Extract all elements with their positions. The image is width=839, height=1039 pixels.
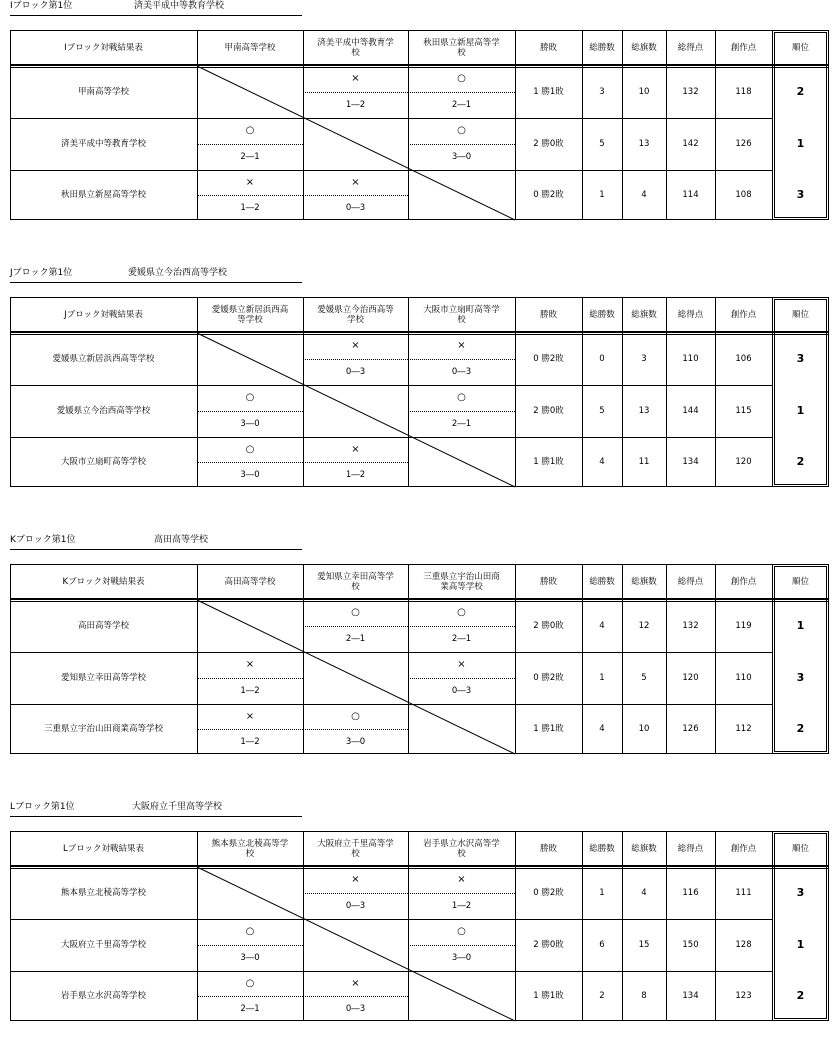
team-name: 熊本県立北稜高等学校 [60,888,146,898]
stat-wl: 1 勝1敗 [533,991,564,1001]
rank-value: 2 [796,455,805,468]
grid-line-v [582,831,583,1021]
stat-creation: 120 [735,457,752,467]
stat-wins: 4 [599,724,605,734]
stat-wins: 4 [599,457,605,467]
rank-value: 2 [796,722,805,735]
column-header-flags: 総旗数 [631,577,657,587]
stat-flags: 4 [641,888,647,898]
stat-flags: 11 [638,457,650,467]
block-rank-label: Kブロック第1位 [10,535,76,545]
win-mark: ○ [457,73,466,84]
win-mark: ○ [245,125,255,136]
results-table [10,831,829,1021]
team-name: 三重県立宇治山田商業高等学校 [43,724,163,734]
team-name: 大阪市立扇町高等学校 [60,457,146,467]
match-score: 3―0 [240,469,260,480]
stat-wl: 2 勝0敗 [533,139,564,149]
match-score: 0―3 [345,367,366,377]
rank-column-frame [772,297,829,487]
stat-flags: 8 [641,991,647,1001]
stat-creation: 119 [735,621,752,631]
column-header-wl: 勝敗 [539,43,557,53]
match-score: 0―3 [345,202,366,213]
grid-line-h [772,865,829,867]
match-score: 2―1 [345,634,366,644]
team-name: 愛媛県立新居浜西高等学校 [52,354,155,364]
rank-value: 1 [796,137,805,150]
stat-points: 134 [682,457,699,467]
win-mark: ○ [245,392,255,403]
stat-creation: 128 [735,940,752,950]
stat-wl: 2 勝0敗 [533,940,564,950]
stat-wins: 0 [599,354,605,364]
rank-value: 1 [796,938,805,951]
rank-value: 1 [796,619,805,632]
stat-points: 134 [682,991,699,1001]
stat-wins: 5 [599,139,605,149]
match-score: 2―1 [240,1003,260,1014]
column-header-creation: 創作点 [730,577,757,587]
match-score: 1―2 [240,202,260,213]
loss-mark: × [351,443,360,455]
rank-value: 3 [796,352,805,365]
opponent-header: 秋田県立新屋高等学 校 [423,38,500,58]
stat-flags: 13 [638,139,650,149]
grid-line-h [772,331,829,333]
match-score: 1―2 [240,686,260,696]
column-header-points: 総得点 [677,577,704,587]
column-header-rank: 順位 [791,310,809,320]
loss-mark: × [245,659,255,670]
stat-wl: 1 勝1敗 [533,724,564,734]
stat-wl: 1 勝1敗 [533,87,564,97]
results-table [10,30,829,220]
block-winner: 愛媛県立今治西高等学校 [128,268,228,278]
rank-value: 1 [796,404,805,417]
stat-points: 132 [682,87,699,97]
stat-flags: 5 [641,673,647,683]
grid-line-h [772,601,829,602]
match-score: 3―0 [240,953,260,963]
stat-creation: 112 [735,724,752,734]
opponent-header: 熊本県立北稜高等学 校 [211,839,289,859]
block-rank-label: Jブロック第1位 [10,268,73,278]
team-name: 大阪府立千里高等学校 [60,940,146,950]
opponent-header: 高田高等学校 [224,577,276,587]
diagonal-line [197,867,515,1021]
team-name: 高田高等学校 [77,621,129,631]
grid-line-v [666,297,667,487]
block-winner: 高田高等学校 [154,535,209,545]
grid-line-v [622,30,623,220]
block-rank-label: Iブロック第1位 [10,1,73,11]
column-header-wl: 勝敗 [539,310,557,320]
grid-line-h [772,334,829,335]
team-name: 秋田県立新屋高等学校 [60,190,146,200]
column-header-flags: 総旗数 [631,43,657,53]
grid-line-h [772,598,829,600]
self-match-diagonal [10,564,515,754]
team-name: 甲南高等学校 [77,87,129,97]
opponent-header: 岩手県立水沢高等学 校 [423,839,500,859]
match-score: 3―0 [240,419,260,429]
win-mark: ○ [351,710,360,722]
stat-wins: 1 [599,673,605,683]
stat-creation: 126 [735,139,752,149]
stat-creation: 110 [735,673,752,683]
rank-value: 3 [796,886,805,899]
block-header [10,267,302,283]
rank-value: 2 [796,85,805,98]
block-rank-label: Lブロック第1位 [10,802,75,812]
column-header-rank: 順位 [791,844,809,854]
opponent-header: 三重県立宇治山田商 業高等学校 [423,572,500,592]
stat-creation: 111 [735,888,752,898]
stat-wins: 1 [599,190,605,200]
column-header-rank: 順位 [791,577,809,587]
column-header-points: 総得点 [677,43,704,53]
table-title: Iブロック対戦結果表 [64,43,143,53]
rank-column-frame [772,30,829,220]
match-score: 2―1 [451,419,472,429]
grid-line-v [622,564,623,754]
grid-line-v [715,297,716,487]
grid-line-v [582,30,583,220]
match-score: 0―3 [345,901,366,911]
grid-line-v [666,564,667,754]
column-header-wins: 総勝数 [589,844,615,854]
column-header-wins: 総勝数 [589,310,615,320]
win-mark: ○ [245,977,255,989]
stat-wl: 2 勝0敗 [533,621,564,631]
results-table [10,297,829,487]
win-mark: ○ [457,607,466,618]
block-header [10,0,302,16]
opponent-header: 愛媛県立新居浜西高 等学校 [211,305,289,325]
table-title: Jブロック対戦結果表 [64,310,143,320]
rank-column-frame [772,564,829,754]
loss-mark: × [245,710,255,722]
match-score: 3―0 [345,736,366,747]
stat-creation: 118 [735,87,752,97]
stat-flags: 13 [638,406,650,416]
block-3 [0,801,839,1023]
opponent-header: 愛知県立幸田高等学 校 [317,572,394,592]
grid-line-v [622,297,623,487]
match-score: 1―2 [345,100,366,110]
stat-flags: 15 [638,940,650,950]
loss-mark: × [245,176,255,188]
rank-value: 3 [796,671,805,684]
column-header-creation: 創作点 [730,43,757,53]
column-header-wl: 勝敗 [539,844,557,854]
table-title: Lブロック対戦結果表 [62,844,145,854]
stat-wl: 2 勝0敗 [533,406,564,416]
grid-line-h [772,64,829,66]
column-header-creation: 創作点 [730,310,757,320]
loss-mark: × [457,340,466,351]
block-winner: 大阪府立千里高等学校 [132,802,223,812]
match-score: 1―2 [240,736,260,747]
grid-line-v [515,564,516,754]
self-match-diagonal [10,831,515,1021]
column-header-rank: 順位 [791,43,809,53]
stat-points: 150 [682,940,699,950]
win-mark: ○ [457,926,466,937]
stat-wl: 0 勝2敗 [533,354,564,364]
stat-wins: 2 [599,991,605,1001]
grid-line-v [715,564,716,754]
rank-value: 3 [796,188,805,201]
loss-mark: × [351,176,360,188]
win-mark: ○ [351,607,360,618]
match-score: 3―0 [451,152,472,162]
opponent-header: 済美平成中等教育学 校 [317,38,394,58]
grid-line-v [666,30,667,220]
win-mark: ○ [457,392,466,403]
loss-mark: × [351,73,360,84]
win-mark: ○ [457,125,466,136]
stat-points: 114 [682,190,699,200]
column-header-wl: 勝敗 [539,577,557,587]
loss-mark: × [457,659,466,670]
block-header [10,534,302,550]
table-title: Kブロック対戦結果表 [62,577,145,587]
loss-mark: × [351,874,360,885]
block-2 [0,534,839,756]
team-name: 岩手県立水沢高等学校 [60,991,146,1001]
diagonal-line [197,333,515,487]
grid-line-v [715,831,716,1021]
column-header-wins: 総勝数 [589,577,615,587]
opponent-header: 大阪市立扇町高等学 校 [423,305,500,325]
stat-creation: 106 [735,354,752,364]
grid-line-v [582,564,583,754]
rank-value: 2 [796,989,805,1002]
stat-points: 142 [682,139,699,149]
opponent-header: 甲南高等学校 [224,43,276,53]
stat-points: 126 [682,724,699,734]
team-name: 愛媛県立今治西高等学校 [56,406,151,416]
grid-line-v [666,831,667,1021]
self-match-diagonal [10,30,515,220]
diagonal-line [197,66,515,220]
loss-mark: × [351,340,360,351]
column-header-creation: 創作点 [730,844,757,854]
stat-wl: 0 勝2敗 [533,888,564,898]
stat-points: 110 [682,354,699,364]
stat-flags: 3 [641,354,647,364]
block-0 [0,0,839,222]
opponent-header: 愛媛県立今治西高等 学校 [317,305,394,325]
block-winner: 済美平成中等教育学校 [134,1,225,11]
column-header-points: 総得点 [677,844,704,854]
match-score: 0―3 [451,686,472,696]
match-score: 0―3 [345,1003,366,1014]
stat-wl: 0 勝2敗 [533,190,564,200]
stat-points: 120 [682,673,699,683]
grid-line-v [715,30,716,220]
match-score: 2―1 [240,152,260,162]
column-header-points: 総得点 [677,310,704,320]
team-name: 愛知県立幸田高等学校 [60,673,146,683]
stat-wl: 1 勝1敗 [533,457,564,467]
block-1 [0,267,839,489]
team-name: 済美平成中等教育学校 [60,139,146,149]
match-score: 0―3 [451,367,472,377]
stat-wins: 4 [599,621,605,631]
diagonal-line [197,600,515,754]
stat-points: 132 [682,621,699,631]
column-header-flags: 総旗数 [631,310,657,320]
grid-line-v [515,30,516,220]
match-score: 3―0 [451,953,472,963]
grid-line-v [515,831,516,1021]
grid-line-h [772,67,829,68]
win-mark: ○ [245,926,255,937]
opponent-header: 大阪府立千里高等学 校 [317,839,394,859]
stat-wins: 5 [599,406,605,416]
stat-flags: 10 [638,724,650,734]
block-header [10,801,302,817]
stat-wins: 3 [599,87,605,97]
win-mark: ○ [245,443,255,455]
match-score: 1―2 [345,469,366,480]
stat-flags: 4 [641,190,647,200]
stat-wl: 0 勝2敗 [533,673,564,683]
stat-creation: 123 [735,991,752,1001]
column-header-wins: 総勝数 [589,43,615,53]
stat-points: 144 [682,406,699,416]
match-score: 2―1 [451,634,472,644]
stat-flags: 12 [638,621,650,631]
stat-points: 116 [682,888,699,898]
rank-column-frame [772,831,829,1021]
match-score: 1―2 [451,901,472,911]
loss-mark: × [457,874,466,885]
loss-mark: × [351,977,360,989]
grid-line-v [582,297,583,487]
stat-wins: 6 [599,940,605,950]
stat-creation: 108 [735,190,752,200]
stat-flags: 10 [638,87,650,97]
stat-wins: 1 [599,888,605,898]
results-table [10,564,829,754]
match-score: 2―1 [451,100,472,110]
grid-line-h [772,868,829,869]
stat-creation: 115 [735,406,752,416]
column-header-flags: 総旗数 [631,844,657,854]
grid-line-v [515,297,516,487]
grid-line-v [622,831,623,1021]
self-match-diagonal [10,297,515,487]
